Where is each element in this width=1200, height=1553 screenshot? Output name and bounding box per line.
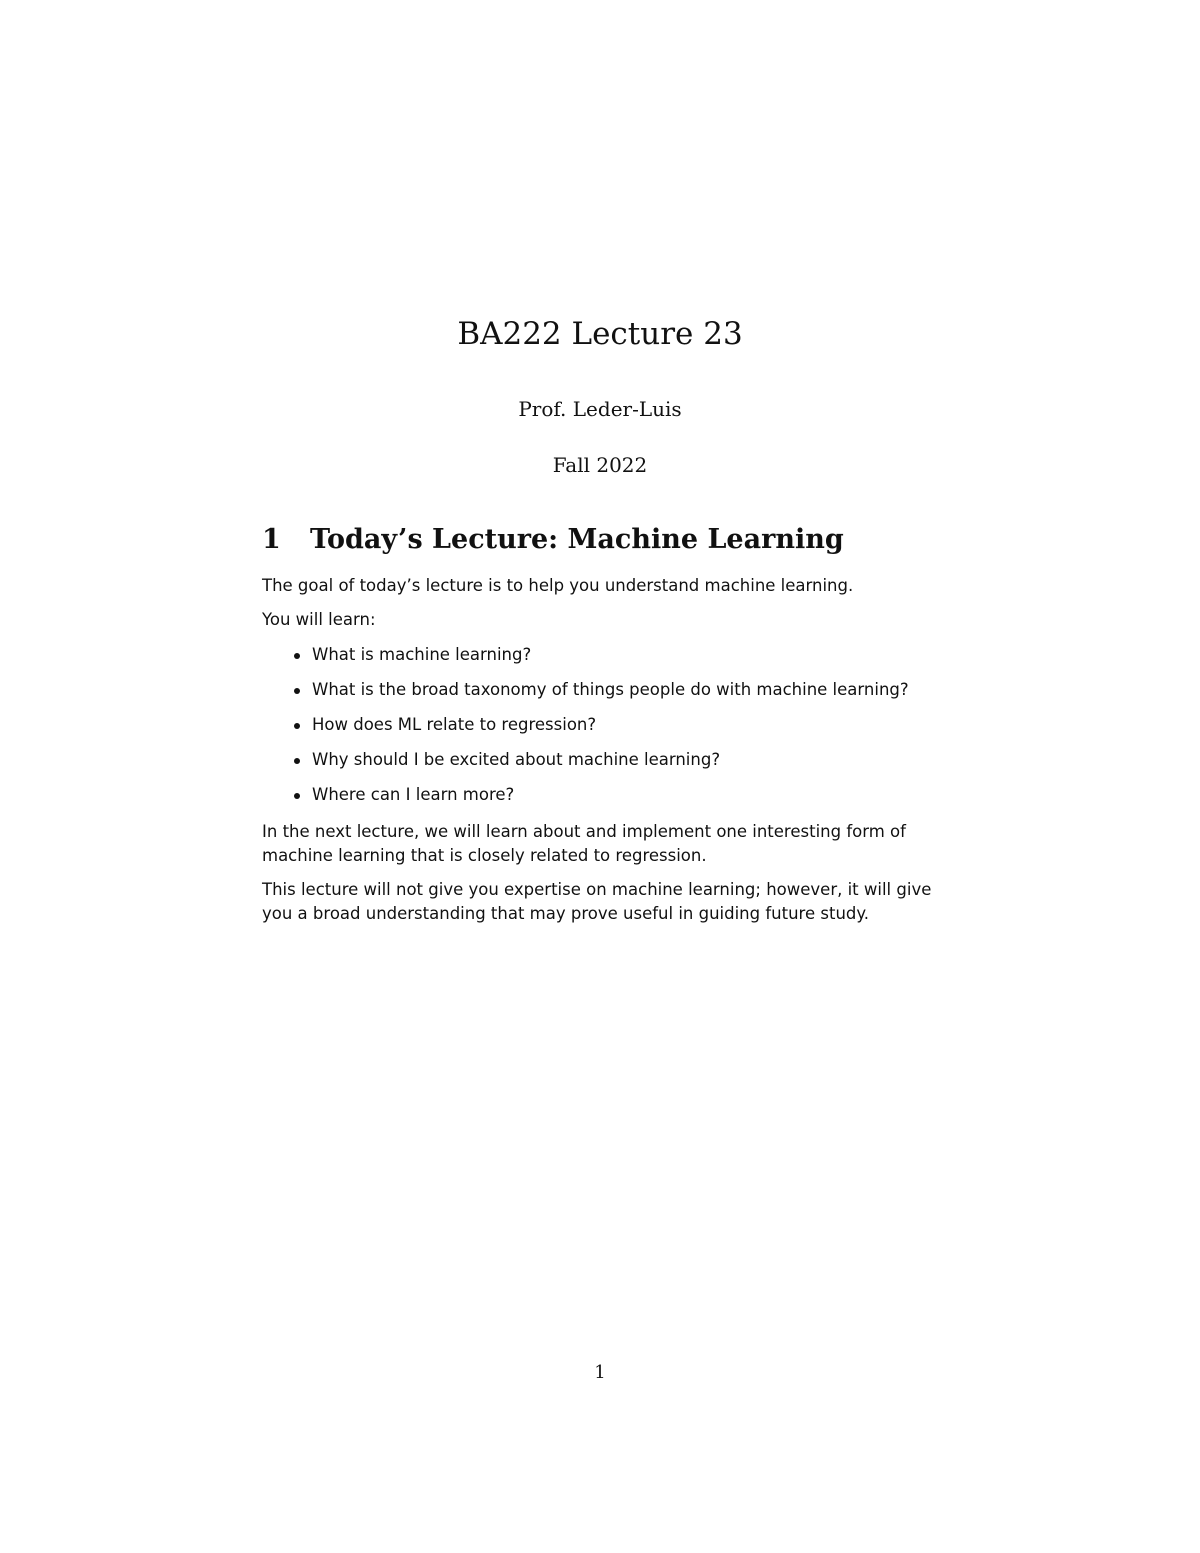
learn-label: You will learn: bbox=[262, 610, 376, 629]
list-item bbox=[262, 713, 938, 737]
document-date: Fall 2022 bbox=[552, 453, 648, 477]
list-item-text: How does ML relate to regression? bbox=[312, 715, 597, 734]
list-item bbox=[262, 748, 938, 772]
next-lecture-paragraph: In the next lecture, we will learn about and implement one interesting form of machine learning that is closely related to regression. bbox=[262, 822, 906, 865]
list-item bbox=[262, 783, 938, 807]
lecture-goal-paragraph: The goal of today’s lecture is to help you understand machine learning. bbox=[262, 576, 854, 595]
section-heading bbox=[262, 523, 942, 557]
bullet-icon bbox=[294, 723, 300, 729]
learning-list bbox=[262, 643, 938, 818]
document-author: Prof. Leder-Luis bbox=[518, 397, 682, 421]
list-item bbox=[262, 643, 938, 667]
bullet-icon bbox=[294, 653, 300, 659]
page-number: 1 bbox=[594, 1362, 606, 1383]
expertise-paragraph: This lecture will not give you expertise on machine learning; however, it will give you a broad understanding that may prove useful in guiding future study. bbox=[262, 880, 932, 923]
list-item-text: Where can I learn more? bbox=[312, 785, 515, 804]
section-number: 1 bbox=[262, 524, 281, 555]
bullet-icon bbox=[294, 688, 300, 694]
document-title: BA222 Lecture 23 bbox=[457, 316, 743, 352]
list-item-text: What is the broad taxonomy of things people do with machine learning? bbox=[312, 680, 909, 699]
section-heading-text: Today’s Lecture: Machine Learning bbox=[310, 524, 844, 555]
list-item-text: Why should I be excited about machine learning? bbox=[312, 750, 721, 769]
list-item bbox=[262, 678, 938, 702]
bullet-icon bbox=[294, 758, 300, 764]
bullet-icon bbox=[294, 793, 300, 799]
list-item-text: What is machine learning? bbox=[312, 645, 532, 664]
